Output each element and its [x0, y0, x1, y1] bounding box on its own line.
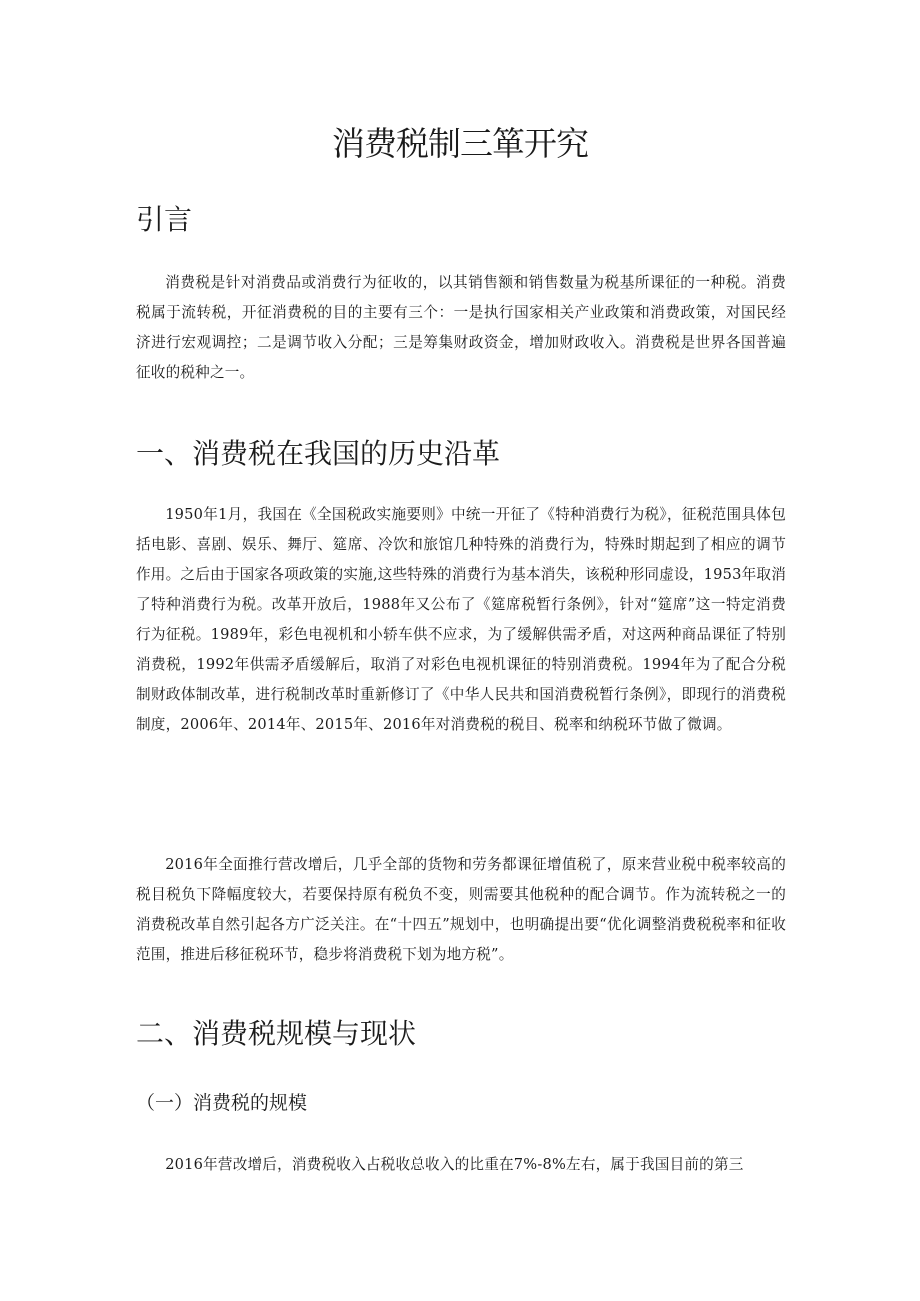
- section-heading-scale: 二、消费税规模与现状: [136, 1017, 417, 1050]
- subsection-heading-scale: （一）消费税的规模: [136, 1092, 308, 1114]
- section-heading-history: 一、消费税在我国的历史沿革: [136, 437, 501, 470]
- paragraph-scale-1: 2016年营改增后，消费税收入占税收总收入的比重在7%-8%左右，属于我国目前的第三: [165, 1156, 744, 1173]
- paragraph-history-2: 2016年全面推行营改增后，几乎全部的货物和劳务都课征增值税了，原来营业税中税率较高的税目税负下降幅度较大，若要保持原有税负不变，则需要其他税种的配合调节。作为流转税之一的消费税改革自然引起各方广泛关注。在“十四五”规划中，也明确提出要“优化调整消费税税率和征收范围，推进后移征税环节，稳步将消费税下划为地方税”。: [136, 856, 786, 963]
- section-heading-intro: 引言: [136, 203, 193, 236]
- document-title: 消费税制三箪开究: [332, 124, 588, 163]
- paragraph-intro: 消费税是针对消费品或消费行为征收的，以其销售额和销售数量为税基所课征的一种税。消费税属于流转税，开征消费税的目的主要有三个：一是执行国家相关产业政策和消费政策，对国民经济进行宏观调控；二是调节收入分配；三是筹集财政资金，增加财政收入。消费税是世界各国普遍征收的税种之一。: [136, 274, 786, 381]
- paragraph-history-1: 1950年1月，我国在《全国税政实施要则》中统一开征了《特种消费行为税》，征税范围具体包括电影、喜剧、娱乐、舞厅、筵席、冷饮和旅馆几种特殊的消费行为，特殊时期起到了相应的调节作用。之后由于国家各项政策的实施,这些特殊的消费行为基本消失，该税种形同虚设，1953年取消了特种消费行为税。改革开放后，1988年又公布了《筵席税暂行条例》，针对“筵席”这一特定消费行为征税。1989年，彩色电视机和小轿车供不应求，为了缓解供需矛盾，对这两种商品课征了特别消费税，1992年供需矛盾缓解后，取消了对彩色电视机课征的特别消费税。1994年为了配合分税制财政体制改革，进行税制改革时重新修订了《中华人民共和国消费税暂行条例》，即现行的消费税制度，2006年、2014年、2015年、2016年对消费税的税目、税率和纳税环节做了微调。: [136, 506, 786, 733]
